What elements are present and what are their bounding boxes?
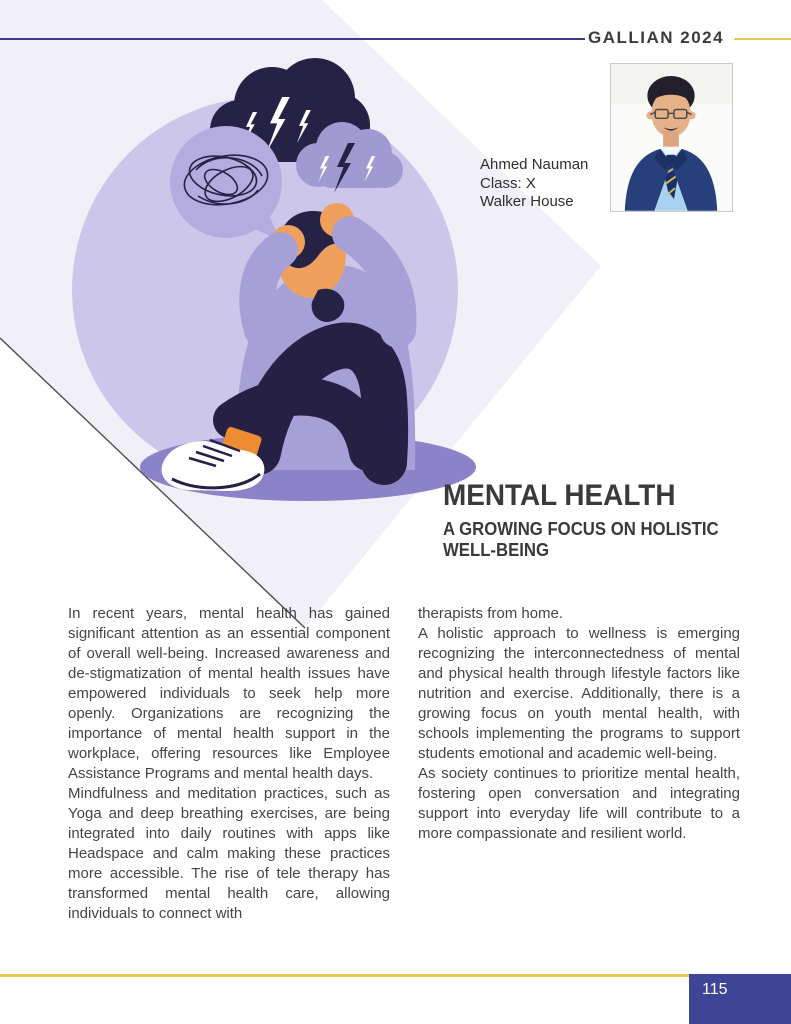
student-name: Ahmed Nauman — [480, 156, 589, 173]
article-column-right — [418, 604, 740, 924]
paragraph: therapists from home. — [418, 605, 564, 622]
header-rule-left — [0, 38, 585, 40]
footer-rule — [0, 974, 689, 977]
student-photo — [610, 63, 733, 212]
student-info — [480, 156, 588, 212]
article-title: MENTAL HEALTH — [443, 479, 676, 512]
article-column-left — [68, 604, 390, 924]
header-rule-right — [734, 38, 791, 40]
student-class: Class: X — [480, 174, 536, 192]
paragraph: A holistic approach to wellness is emerging recognizing the interconnectedness of mental and physical health through lifestyle factors like nutrition and exercise. Additionally, there is a growing focus on youth mental health, with schools implementing the programs to support students emotional and academic well-being. — [418, 625, 740, 762]
paragraph: Mindfulness and meditation practices, such as Yoga and deep breathing exercises, are being integrated into daily routines with apps like Headspace and calm making these practices more accessible. The rise of tele therapy has transformed mental health care, allowing individuals to connect with — [68, 785, 390, 922]
student-house: Walker House — [480, 193, 574, 210]
magazine-title: GALLIAN 2024 — [588, 28, 725, 47]
article-title-block — [443, 479, 763, 561]
student-portrait-image — [611, 64, 732, 211]
paragraph: In recent years, mental health has gained significant attention as an essential component of overall well-being. Increased awareness and de-stigmatization of mental health issues have empowered individuals to seek help more openly. Organizations are recognizing the importance of mental health support in the workplace, offering resources like Employee Assistance Programs and mental health days. — [68, 605, 390, 782]
article-subtitle: A GROWING FOCUS ON HOLISTIC WELL-BEING — [443, 519, 719, 560]
page-number-badge: 115 — [689, 974, 791, 1024]
article-body — [68, 604, 740, 924]
paragraph: As society continues to prioritize mental health, fostering open conversation and integrating support into everyday life will contribute to a more compassionate and resilient world. — [418, 765, 740, 842]
